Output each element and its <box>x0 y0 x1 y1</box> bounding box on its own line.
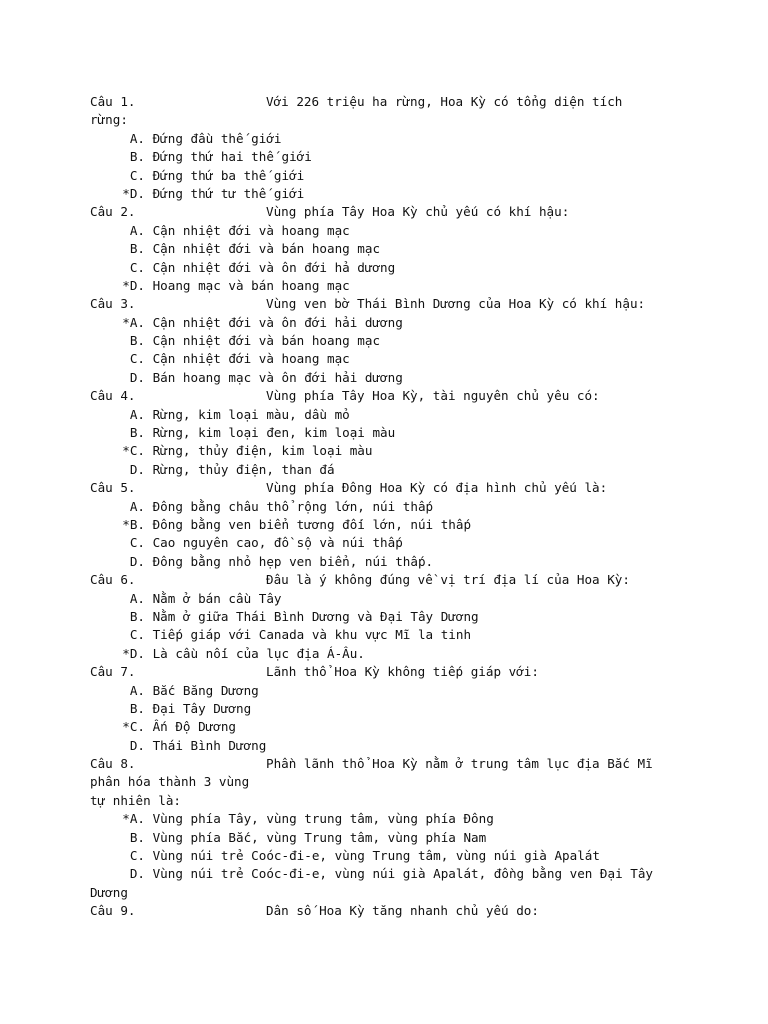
option-text: Rừng, kim loại đen, kim loại màu <box>152 425 396 441</box>
question-1-header <box>90 93 710 111</box>
option-key: D. <box>129 461 145 477</box>
option-text: Cận nhiệt đới và ôn đới hả dương <box>152 259 396 275</box>
answer-option <box>90 277 710 295</box>
option-text: Đông bằng ven biển tương đối lớn, núi thấp <box>152 516 472 532</box>
question-text: Vùng phía Tây Hoa Kỳ, tài nguyên chủ yêu có: <box>266 388 600 404</box>
option-text: Cận nhiệt đới và ôn đới hải dương <box>152 314 403 330</box>
option-key: *A. <box>122 314 145 330</box>
option-text: Đứng thứ tư thế giới <box>152 185 305 201</box>
option-key: C. <box>129 535 145 551</box>
question-8-header <box>90 755 710 773</box>
option-key: A. <box>129 682 145 698</box>
question-text-continuation: tự nhiên là: <box>90 792 181 808</box>
option-text-wrap: Dương <box>90 884 128 900</box>
question-text: Với 226 triệu ha rừng, Hoa Kỳ có tổng diện tích <box>266 94 623 109</box>
question-4-header <box>90 387 710 405</box>
answer-option <box>90 737 710 755</box>
answer-option <box>90 259 710 277</box>
question-text: Vùng phía Tây Hoa Kỳ chủ yếu có khí hậu: <box>266 204 570 220</box>
option-key: D. <box>129 866 145 882</box>
option-text: Cận nhiệt đới và hoang mạc <box>152 351 350 367</box>
question-label: Câu 3. <box>90 296 136 312</box>
option-key: A. <box>129 130 145 146</box>
answer-option <box>90 553 710 571</box>
option-key: B. <box>129 700 145 716</box>
question-2-header <box>90 203 710 221</box>
option-key: D. <box>129 369 145 385</box>
question-label: Câu 8. <box>90 756 136 772</box>
question-text: Dân số Hoa Kỳ tăng nhanh chủ yếu do: <box>266 903 539 919</box>
option-text: Thái Bình Dương <box>152 737 267 753</box>
option-key: *A. <box>122 811 145 827</box>
option-key: *D. <box>122 645 145 661</box>
answer-option <box>90 130 710 148</box>
answer-option <box>90 424 710 442</box>
option-text: Đứng thứ hai thế giới <box>152 149 312 165</box>
question-9-header <box>90 902 710 920</box>
option-text: Cận nhiệt đới và bán hoang mạc <box>152 333 381 349</box>
option-text: Cao nguyên cao, đồ sộ và núi thấp <box>152 535 403 551</box>
option-text: Bắc Băng Dương <box>152 682 259 698</box>
answer-option <box>90 350 710 368</box>
option-key: *C. <box>122 443 145 459</box>
option-text: Rừng, thủy điện, than đá <box>152 461 335 477</box>
option-key: D. <box>129 553 145 569</box>
answer-option <box>90 314 710 332</box>
answer-option <box>90 442 710 460</box>
answer-option <box>90 240 710 258</box>
answer-option <box>90 516 710 534</box>
question-label: Câu 6. <box>90 572 136 588</box>
question-text-continuation: rừng: <box>90 112 128 128</box>
option-key: B. <box>129 425 145 441</box>
answer-option <box>90 626 710 644</box>
answer-option <box>90 222 710 240</box>
question-label: Câu 4. <box>90 388 136 404</box>
option-text: Rừng, thủy điện, kim loại màu <box>152 443 373 459</box>
option-key: B. <box>129 608 145 624</box>
answer-option <box>90 865 710 883</box>
option-text: Bán hoang mạc và ôn đới hải dương <box>152 369 403 385</box>
question-3-header <box>90 295 710 313</box>
option-text: Ấn Độ Dương <box>152 719 236 735</box>
answer-option <box>90 148 710 166</box>
option-text: Hoang mạc và bán hoang mạc <box>152 277 350 293</box>
option-text: Vùng núi trẻ Coóc-đi-e, vùng núi già Apalát, đồng bằng ven Đại Tây <box>152 866 654 882</box>
option-text: Vùng núi trẻ Coóc-đi-e, vùng Trung tâm, vùng núi già Apalát <box>152 848 600 864</box>
option-text: Đứng đầu thế giới <box>152 130 282 146</box>
answer-option <box>90 590 710 608</box>
question-text: Phần lãnh thổ Hoa Kỳ nằm ở trung tâm lục địa Bắc Mĩ <box>266 756 653 772</box>
option-text: Rừng, kim loại màu, dầu mỏ <box>152 406 350 422</box>
answer-option <box>90 167 710 185</box>
question-text: Lãnh thổ Hoa Kỳ không tiếp giáp với: <box>266 664 539 680</box>
option-text: Cận nhiệt đới và bán hoang mạc <box>152 241 381 257</box>
answer-option <box>90 461 710 479</box>
answer-option <box>90 608 710 626</box>
question-label: Câu 7. <box>90 664 136 680</box>
question-label: Câu 9. <box>90 903 136 919</box>
question-5-header <box>90 479 710 497</box>
option-key: B. <box>129 241 145 257</box>
option-key: B. <box>129 829 145 845</box>
answer-option <box>90 847 710 865</box>
option-text: Đông bằng nhỏ hẹp ven biển, núi thấp. <box>152 553 434 569</box>
answer-option <box>90 498 710 516</box>
answer-option <box>90 369 710 387</box>
option-key: B. <box>129 149 145 165</box>
option-text: Cận nhiệt đới và hoang mạc <box>152 222 350 238</box>
option-text: Đông bằng châu thổ rộng lớn, núi thấp <box>152 498 434 514</box>
answer-option <box>90 718 710 736</box>
option-text: Vùng phía Bắc, vùng Trung tâm, vùng phía Nam <box>152 829 487 845</box>
answer-option <box>90 332 710 350</box>
option-key: B. <box>129 333 145 349</box>
option-key: C. <box>129 259 145 275</box>
question-text: Đâu là ý không đúng về vị trí địa lí của Hoa Kỳ: <box>266 572 630 588</box>
question-6-header <box>90 571 710 589</box>
option-text: Đứng thứ ba thế giới <box>152 167 305 183</box>
option-text: Đại Tây Dương <box>152 700 252 716</box>
option-key: C. <box>129 167 145 183</box>
option-key: *C. <box>122 719 145 735</box>
question-text: Vùng ven bờ Thái Bình Dương của Hoa Kỳ có khí hậu: <box>266 296 646 312</box>
option-key: A. <box>129 406 145 422</box>
option-key: *B. <box>122 516 145 532</box>
option-key: C. <box>129 848 145 864</box>
option-text: Vùng phía Tây, vùng trung tâm, vùng phía Đông <box>152 811 494 827</box>
question-text: Vùng phía Đông Hoa Kỳ có địa hình chủ yếu là: <box>266 480 608 496</box>
option-key: D. <box>129 737 145 753</box>
option-key: A. <box>129 222 145 238</box>
option-key: A. <box>129 498 145 514</box>
option-key: C. <box>129 351 145 367</box>
answer-option <box>90 185 710 203</box>
answer-option <box>90 829 710 847</box>
option-text: Nằm ở giữa Thái Bình Dương và Đại Tây Dương <box>152 608 479 624</box>
option-key: C. <box>129 627 145 643</box>
option-key: *D. <box>122 185 145 201</box>
question-text-continuation: phân hóa thành 3 vùng <box>90 774 250 790</box>
answer-option <box>90 406 710 424</box>
answer-option <box>90 682 710 700</box>
answer-option <box>90 534 710 552</box>
question-7-header <box>90 663 710 681</box>
answer-option <box>90 810 710 828</box>
answer-option <box>90 700 710 718</box>
option-text: Tiếp giáp với Canada và khu vực Mĩ la tinh <box>152 627 472 643</box>
option-key: A. <box>129 590 145 606</box>
option-key: *D. <box>122 277 145 293</box>
option-text: Nằm ở bán cầu Tây <box>152 590 282 606</box>
question-label: Câu 2. <box>90 204 136 220</box>
quiz-document <box>90 93 710 921</box>
question-label: Câu 5. <box>90 480 136 496</box>
answer-option <box>90 645 710 663</box>
option-text: Là cầu nối của lục địa Á-Âu. <box>152 645 365 661</box>
question-label: Câu 1. <box>90 94 136 109</box>
